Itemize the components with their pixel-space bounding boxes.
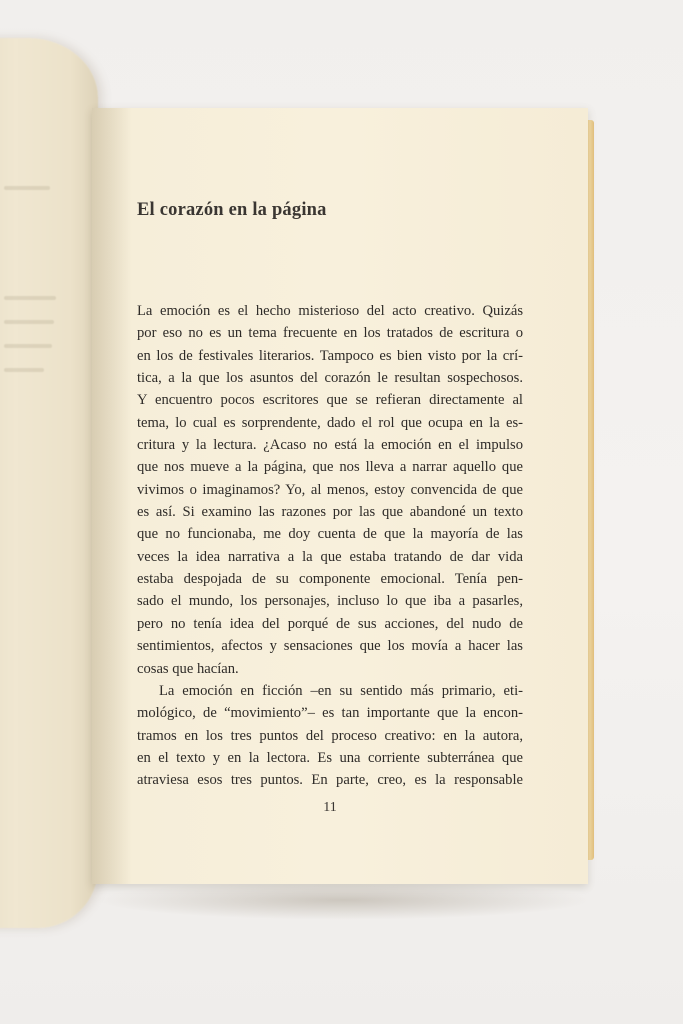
text-line: tramos en los tres puntos del proceso creativo: en la autora,: [137, 727, 523, 744]
paragraph-1: [137, 300, 523, 680]
ghost-text-line: [4, 186, 50, 190]
text-line: por eso no es un tema frecuente en los tratados de escritura o: [137, 325, 523, 342]
text-line: en los de festivales literarios. Tampoco es bien visto por la crí-: [137, 347, 523, 364]
text-line: en el texto y en la lectora. Es una corriente subterránea que: [137, 749, 523, 766]
text-line: mológico, de “movimiento”– es tan importante que la encon-: [137, 705, 523, 722]
text-line: sado el mundo, los personajes, incluso lo que iba a pasarles,: [137, 593, 523, 610]
left-page-blurred: [0, 38, 98, 928]
text-line: La emoción en ficción –en su sentido más primario, eti-: [159, 682, 523, 699]
text-line: que no funcionaba, me doy cuenta de que la mayoría de las: [137, 526, 523, 543]
text-line: Y encuentro pocos escritores que se refieran directamente al: [137, 392, 523, 409]
gutter-shadow: [92, 108, 132, 884]
text-line: pero no tenía idea del porqué de sus acciones, del nudo de: [137, 615, 523, 632]
chapter-heading: El corazón en la página: [137, 200, 327, 220]
ghost-text-line: [4, 320, 54, 324]
text-line: sentimientos, afectos y sensaciones que los movía a hacer las: [137, 638, 523, 655]
ghost-text-line: [4, 296, 56, 300]
ghost-text-line: [4, 368, 44, 372]
text-line: La emoción es el hecho misterioso del acto creativo. Quizás: [137, 303, 523, 319]
page-number: 11: [323, 800, 337, 815]
body-text: [137, 300, 523, 792]
text-line: que nos mueve a la página, que nos lleva a narrar aquello que: [137, 459, 523, 476]
paragraph-2: [137, 680, 523, 792]
text-line: critura y la lectura. ¿Acaso no está la emoción en el impulso: [137, 437, 523, 454]
text-line: atraviesa esos tres puntos. En parte, creo, es la responsable: [137, 772, 523, 789]
text-line: tema, lo cual es sorprendente, dado el rol que ocupa en la es-: [137, 414, 523, 431]
right-page: [92, 108, 588, 884]
text-line: veces la idea narrativa a la que estaba tratando de dar vida: [137, 548, 523, 565]
text-line: tica, a la que los asuntos del corazón le resultan sospechosos.: [137, 370, 523, 387]
text-line: vivimos o imaginamos? Yo, al menos, estoy convencida de que: [137, 481, 523, 498]
page-shadow: [94, 880, 594, 920]
text-line: cosas que hacían.: [137, 660, 239, 677]
text-line: estaba despojada de su componente emocional. Tenía pen-: [137, 571, 523, 588]
text-line: es así. Si examino las razones por las que abandoné un texto: [137, 504, 523, 521]
ghost-text-line: [4, 344, 52, 348]
